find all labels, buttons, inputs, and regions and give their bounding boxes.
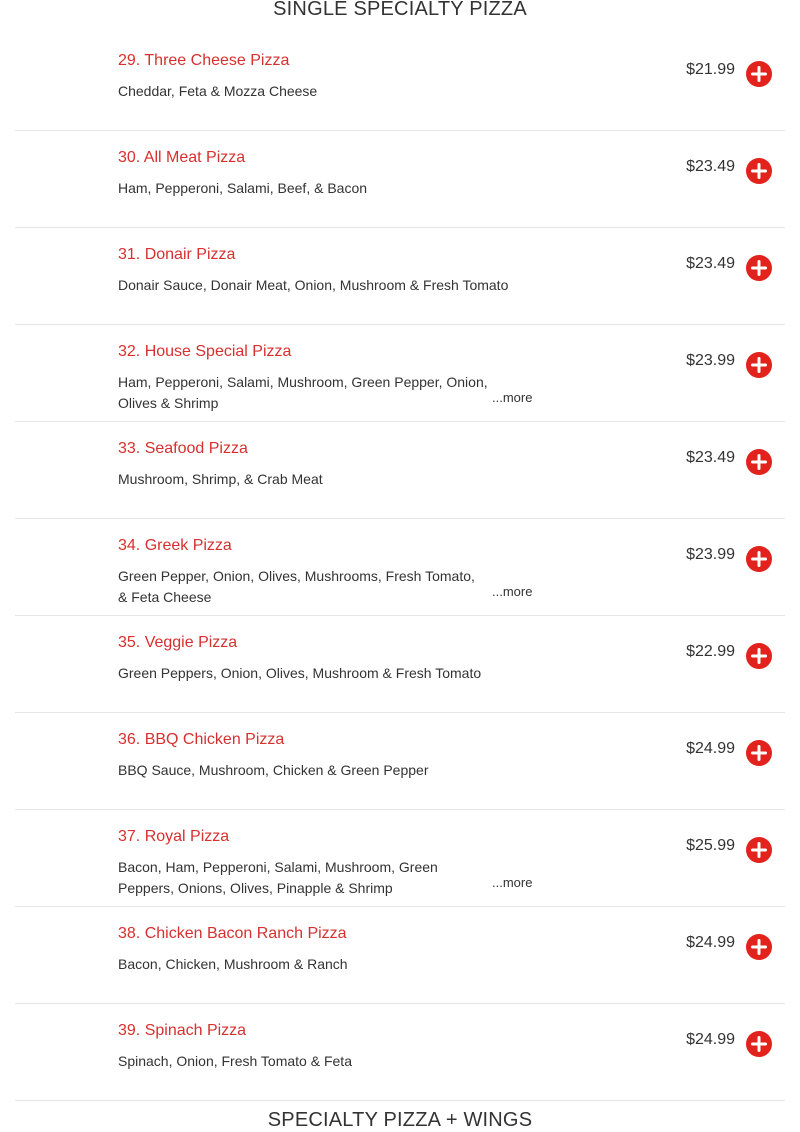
menu-item[interactable] — [15, 1003, 785, 1101]
item-price: $23.99 — [686, 546, 735, 563]
add-to-cart-button[interactable] — [746, 255, 772, 281]
item-name[interactable]: 33. Seafood Pizza — [118, 440, 248, 457]
plus-circle-icon — [746, 837, 772, 863]
item-price: $24.99 — [686, 934, 735, 951]
item-description: Bacon, Chicken, Mushroom & Ranch — [118, 956, 348, 972]
item-name[interactable]: 34. Greek Pizza — [118, 537, 232, 554]
item-description: Ham, Pepperoni, Salami, Beef, & Bacon — [118, 180, 368, 196]
item-price: $21.99 — [686, 61, 735, 78]
item-description: Ham, Pepperoni, Salami, Mushroom, Green Pepper, Onion, Olives & Shrimp — [118, 374, 488, 411]
menu-item[interactable] — [15, 33, 785, 131]
add-to-cart-button[interactable] — [746, 546, 772, 572]
menu-item[interactable] — [15, 615, 785, 713]
item-price: $25.99 — [686, 837, 735, 854]
more-link[interactable]: ...more — [492, 875, 533, 890]
add-to-cart-button[interactable] — [746, 61, 772, 87]
menu-item[interactable] — [15, 324, 785, 422]
add-to-cart-button[interactable] — [746, 158, 772, 184]
add-to-cart-button[interactable] — [746, 740, 772, 766]
item-description: BBQ Sauce, Mushroom, Chicken & Green Pepper — [118, 762, 429, 778]
menu-item[interactable] — [15, 906, 785, 1004]
item-name[interactable]: 36. BBQ Chicken Pizza — [118, 731, 285, 748]
plus-circle-icon — [746, 449, 772, 475]
plus-circle-icon — [746, 934, 772, 960]
add-to-cart-button[interactable] — [746, 449, 772, 475]
menu-item[interactable] — [15, 712, 785, 810]
plus-circle-icon — [746, 740, 772, 766]
item-description: Green Pepper, Onion, Olives, Mushrooms, Fresh Tomato, & Feta Cheese — [118, 568, 475, 605]
plus-circle-icon — [746, 546, 772, 572]
item-description: Mushroom, Shrimp, & Crab Meat — [118, 471, 323, 487]
item-description: Cheddar, Feta & Mozza Cheese — [118, 83, 318, 99]
menu-item[interactable] — [15, 227, 785, 325]
item-price: $23.49 — [686, 255, 735, 272]
add-to-cart-button[interactable] — [746, 352, 772, 378]
item-name[interactable]: 30. All Meat Pizza — [118, 149, 246, 166]
section-title: SINGLE SPECIALTY PIZZA — [273, 0, 527, 20]
add-to-cart-button[interactable] — [746, 837, 772, 863]
plus-circle-icon — [746, 158, 772, 184]
item-name[interactable]: 31. Donair Pizza — [118, 246, 236, 263]
item-price: $24.99 — [686, 1031, 735, 1048]
item-price: $23.49 — [686, 449, 735, 466]
plus-circle-icon — [746, 61, 772, 87]
more-link[interactable]: ...more — [492, 390, 533, 405]
item-name[interactable]: 35. Veggie Pizza — [118, 634, 238, 651]
item-price: $24.99 — [686, 740, 735, 757]
menu-item[interactable] — [15, 518, 785, 616]
item-name[interactable]: 29. Three Cheese Pizza — [118, 52, 290, 69]
plus-circle-icon — [746, 643, 772, 669]
item-description: Bacon, Ham, Pepperoni, Salami, Mushroom, Green Peppers, Onions, Olives, Pinapple & Shrimp — [118, 859, 438, 896]
item-name[interactable]: 38. Chicken Bacon Ranch Pizza — [118, 925, 347, 942]
add-to-cart-button[interactable] — [746, 1031, 772, 1057]
add-to-cart-button[interactable] — [746, 643, 772, 669]
plus-circle-icon — [746, 352, 772, 378]
menu-item[interactable] — [15, 130, 785, 228]
more-link[interactable]: ...more — [492, 584, 533, 599]
item-price: $23.49 — [686, 158, 735, 175]
plus-circle-icon — [746, 1031, 772, 1057]
item-description: Donair Sauce, Donair Meat, Onion, Mushroom & Fresh Tomato — [118, 277, 509, 293]
item-name[interactable]: 39. Spinach Pizza — [118, 1022, 247, 1039]
next-section-title: SPECIALTY PIZZA + WINGS — [267, 1109, 533, 1131]
item-price: $23.99 — [686, 352, 735, 369]
item-price: $22.99 — [686, 643, 735, 660]
item-name[interactable]: 37. Royal Pizza — [118, 828, 230, 845]
menu-item[interactable] — [15, 809, 785, 907]
item-description: Spinach, Onion, Fresh Tomato & Feta — [118, 1053, 352, 1069]
item-description: Green Peppers, Onion, Olives, Mushroom & Fresh Tomato — [118, 665, 482, 681]
item-name[interactable]: 32. House Special Pizza — [118, 343, 292, 360]
menu-item[interactable] — [15, 421, 785, 519]
add-to-cart-button[interactable] — [746, 934, 772, 960]
plus-circle-icon — [746, 255, 772, 281]
